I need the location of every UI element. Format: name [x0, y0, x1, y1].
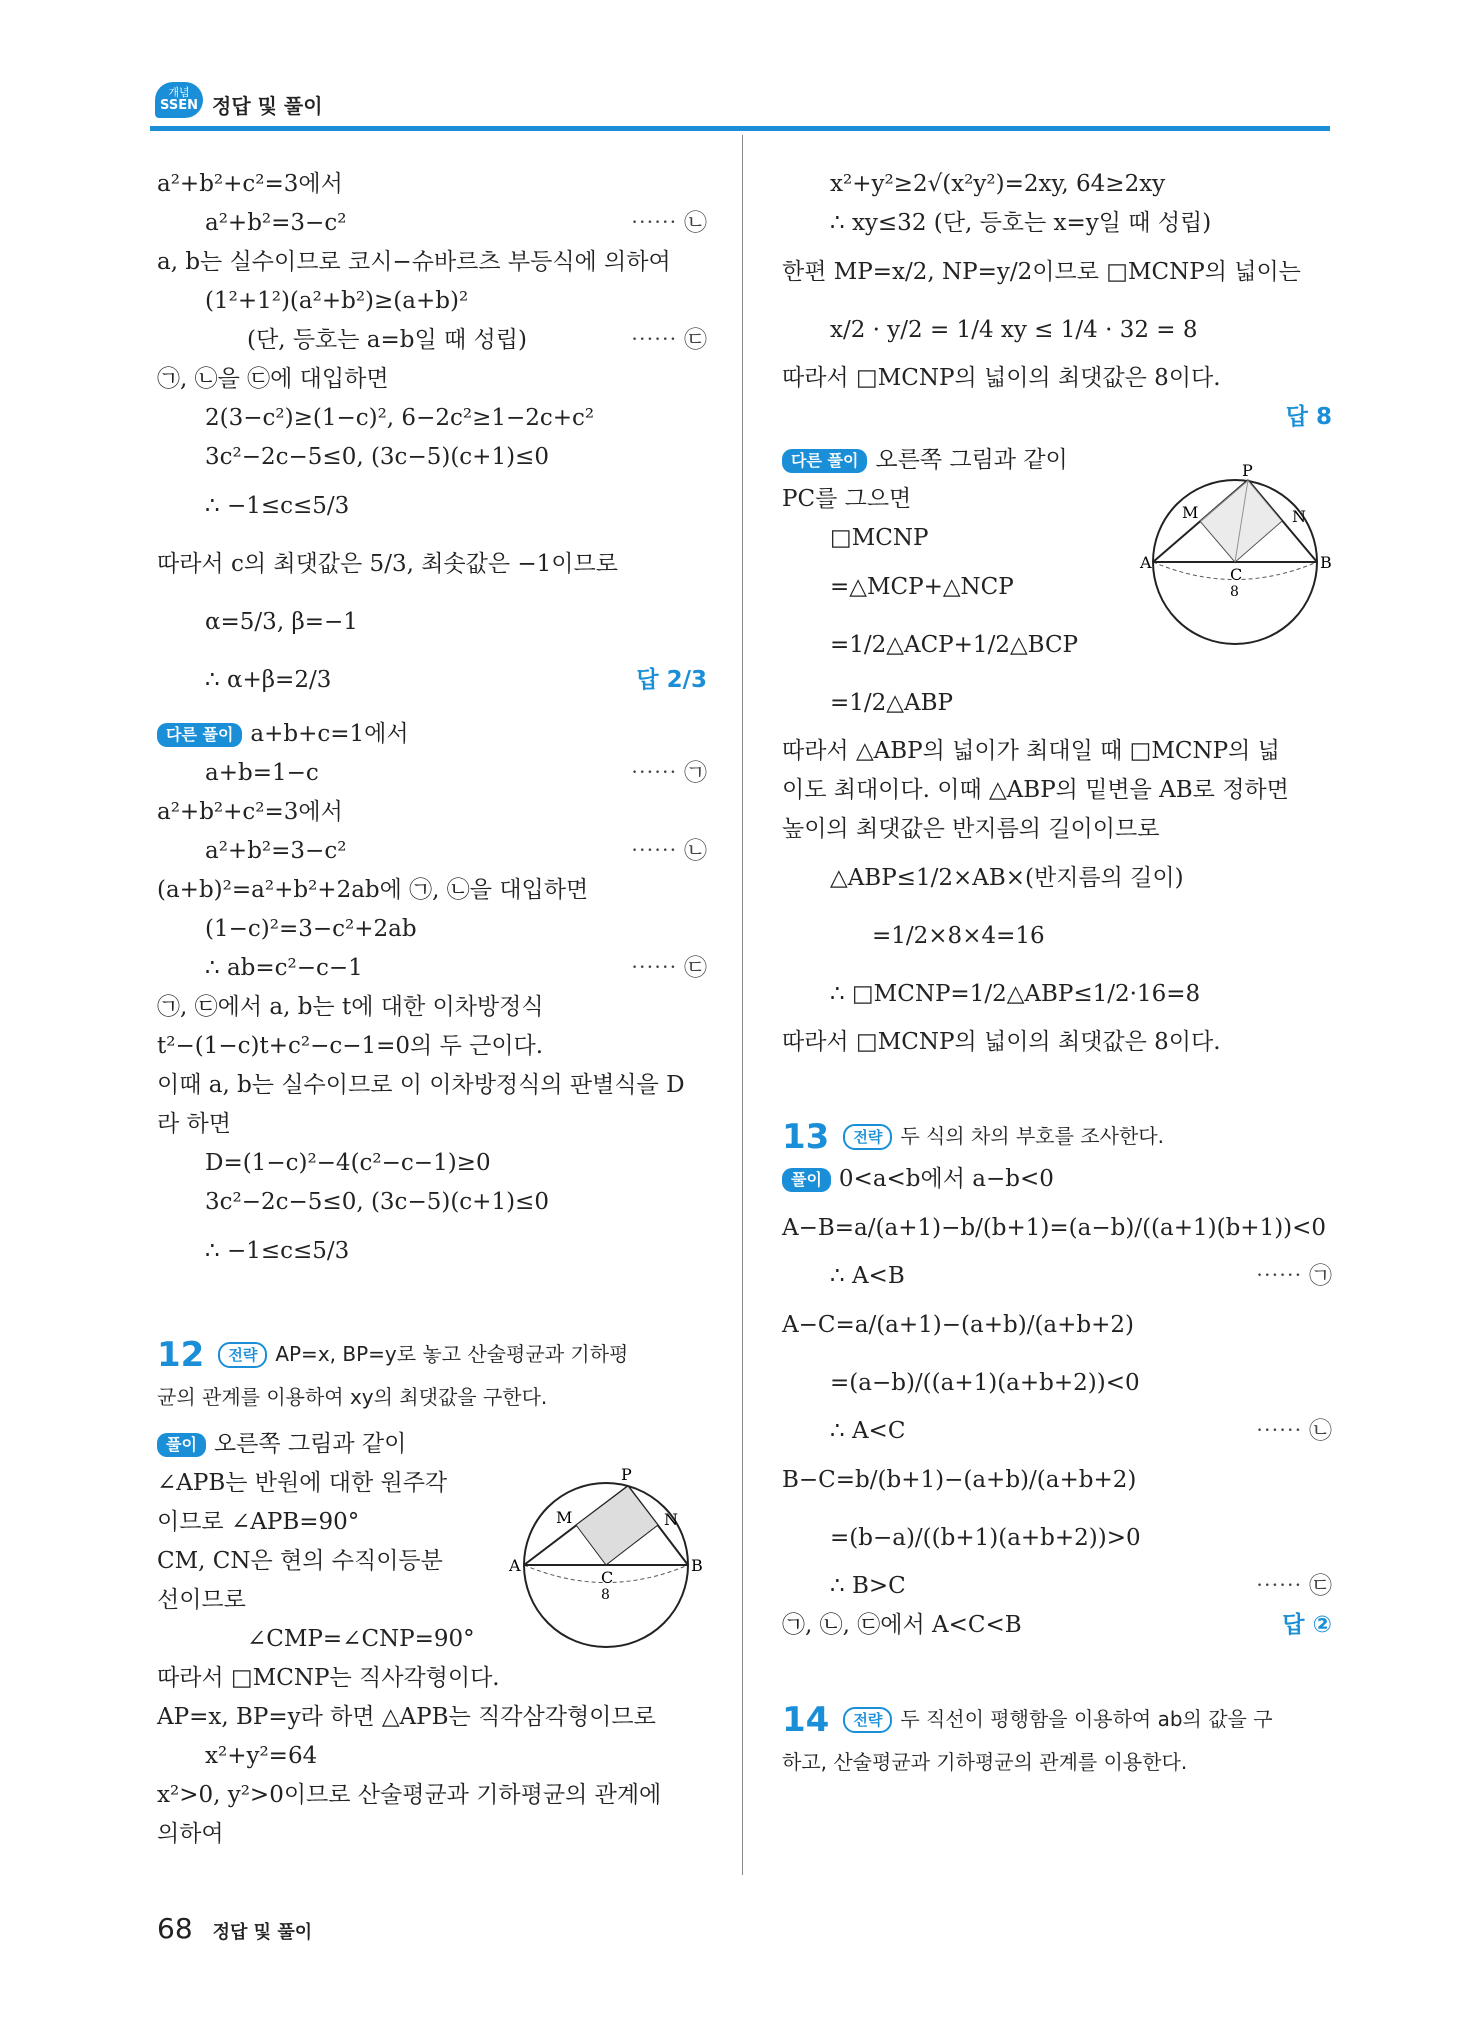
- line-text: =1/2×8×4=16: [872, 923, 1045, 949]
- solution-line: [157, 399, 717, 438]
- solution-line: [157, 1066, 717, 1105]
- line-text: 오른쪽 그림과 같이: [213, 1431, 407, 1457]
- line-text: 3c²−2c−5≤0, (3c−5)(c+1)≤0: [205, 444, 549, 470]
- line-text: ∴ A<C: [830, 1418, 906, 1444]
- header-rule: [150, 126, 1330, 131]
- line-text: ∴ −1≤c≤5/3: [205, 493, 350, 519]
- line-text: a²+b²+c²=3에서: [157, 171, 343, 197]
- line-text: 0<a<b에서 a−b<0: [838, 1166, 1054, 1192]
- solution-line: [157, 1105, 717, 1144]
- line-text: CM, CN은 현의 수직이등분: [157, 1548, 443, 1574]
- solution-line: [782, 674, 1342, 732]
- solution-line: [157, 1776, 717, 1815]
- line-text: 따라서 □MCNP는 직사각형이다.: [157, 1665, 500, 1691]
- solution-line: [782, 165, 1342, 204]
- line-text: 따라서 △ABP의 넓이가 최대일 때 □MCNP의 넓: [782, 738, 1280, 764]
- solution-line: [157, 651, 717, 709]
- line-text: 따라서 □MCNP의 넓이의 최댓값은 8이다.: [782, 365, 1221, 391]
- label-C: C: [601, 1568, 614, 1587]
- solution-badge: 풀이: [782, 1168, 831, 1192]
- label-P: P: [1242, 461, 1253, 480]
- solution-line: [782, 1451, 1342, 1509]
- solution-line: [782, 771, 1342, 810]
- label-A: A: [509, 1556, 521, 1575]
- page-number: 68: [157, 1912, 193, 1945]
- line-text: ∴ ab=c²−c−1: [205, 955, 363, 981]
- line-text: 3c²−2c−5≤0, (3c−5)(c+1)≤0: [205, 1189, 549, 1215]
- solution-line: [157, 1222, 717, 1280]
- solution-line: [782, 1296, 1342, 1354]
- solution-line: [157, 988, 717, 1027]
- label-P: P: [621, 1465, 632, 1484]
- label-M: M: [1182, 503, 1199, 522]
- solution-badge: 다른 풀이: [782, 449, 867, 473]
- answer-mark: 답 ②: [1282, 1612, 1332, 1638]
- problem-12-heading: [157, 1330, 717, 1378]
- solution-line: [157, 832, 717, 871]
- solution-line: [157, 535, 717, 593]
- solution-line: [157, 1815, 717, 1854]
- line-text: ∠CMP=∠CNP=90°: [247, 1626, 475, 1652]
- line-text: ∴ A<B: [830, 1263, 905, 1289]
- line-text: 선이므로: [157, 1587, 246, 1613]
- line-text: ∴ −1≤c≤5/3: [205, 1238, 350, 1264]
- line-text: 라 하면: [157, 1111, 231, 1137]
- strategy-text-cont: 하고, 산술평균과 기하평균의 관계를 이용한다.: [782, 1750, 1188, 1774]
- solution-line: [157, 871, 717, 910]
- line-text: a²+b²=3−c²: [205, 838, 347, 864]
- line-text: 2(3−c²)≥(1−c)², 6−2c²≥1−2c+c²: [205, 405, 595, 431]
- solution-line: [157, 949, 717, 988]
- strategy-text: 두 직선이 평행함을 이용하여 ab의 값을 구: [900, 1707, 1273, 1731]
- solution-line: [782, 907, 1342, 965]
- equation-marker: ⋯⋯ ㉡: [630, 838, 707, 864]
- header-title: 정답 및 풀이: [212, 94, 323, 118]
- solution-line: [157, 477, 717, 535]
- line-text: a, b는 실수이므로 코시−슈바르츠 부등식에 의하여: [157, 249, 671, 275]
- equation-marker: ⋯⋯ ㉢: [630, 955, 707, 981]
- solution-line: [782, 1023, 1342, 1062]
- footer-title: 정답 및 풀이: [212, 1922, 313, 1943]
- solution-line: [157, 360, 717, 399]
- solution-line: [157, 165, 717, 204]
- line-text: ㉠, ㉢에서 a, b는 t에 대한 이차방정식: [157, 994, 544, 1020]
- line-text: =△MCP+△NCP: [830, 574, 1014, 600]
- solution-line: [157, 1027, 717, 1066]
- line-text: A−B=a/(a+1)−b/(b+1)=(a−b)/((a+1)(b+1))<0: [782, 1215, 1327, 1241]
- equation-marker: ⋯⋯ ㉠: [630, 760, 707, 786]
- solution-line: [157, 793, 717, 832]
- line-text: (1²+1²)(a²+b²)≥(a+b)²: [205, 288, 469, 314]
- right-main-solution: [782, 165, 1342, 437]
- line-text: =(a−b)/((a+1)(a+b+2))<0: [830, 1370, 1140, 1396]
- left-main-solution: [157, 165, 717, 709]
- line-text: 따라서 □MCNP의 넓이의 최댓값은 8이다.: [782, 1029, 1221, 1055]
- line-text: ∴ α+β=2/3: [205, 667, 332, 693]
- line-text: x²+y²=64: [205, 1743, 318, 1769]
- solution-line: [782, 1509, 1342, 1567]
- label-C: C: [1230, 565, 1243, 584]
- line-text: x/2 · y/2 = 1/4 xy ≤ 1/4 · 32 = 8: [830, 317, 1198, 343]
- solution-line: [782, 1606, 1342, 1645]
- label-diameter: 8: [1230, 584, 1239, 600]
- solution-badge: 다른 풀이: [157, 723, 242, 747]
- line-text: (a+b)²=a²+b²+2ab에 ㉠, ㉡을 대입하면: [157, 877, 589, 903]
- label-N: N: [1292, 507, 1306, 526]
- line-text: □MCNP: [830, 525, 929, 551]
- solution-line: [782, 301, 1342, 359]
- line-text: B−C=b/(b+1)−(a+b)/(a+b+2): [782, 1467, 1137, 1493]
- solution-line: [157, 1425, 717, 1464]
- solution-line: [157, 282, 717, 321]
- answer-mark: 답 8: [1285, 404, 1332, 430]
- line-text: a+b=1−c: [205, 760, 319, 786]
- equation-marker: ⋯⋯ ㉢: [630, 327, 707, 353]
- line-text: PC를 그으면: [782, 486, 912, 512]
- answer-mark: 답 2/3: [636, 667, 707, 693]
- problem-13: [782, 1112, 1342, 1645]
- line-text: A−C=a/(a+1)−(a+b)/(a+b+2): [782, 1312, 1135, 1338]
- solution-badge: 풀이: [157, 1433, 206, 1457]
- solution-line: [157, 910, 717, 949]
- solution-line: [157, 1737, 717, 1776]
- solution-line: [782, 1160, 1342, 1199]
- line-text: =1/2△ABP: [830, 690, 953, 716]
- page-header: [150, 82, 1330, 122]
- problem-14-heading: [782, 1695, 1342, 1743]
- solution-line: [782, 810, 1342, 849]
- column-divider: [742, 135, 743, 1875]
- solution-line: [782, 849, 1342, 907]
- line-text: ∠APB는 반원에 대한 원주각: [157, 1470, 448, 1496]
- line-text: AP=x, BP=y라 하면 △APB는 직각삼각형이므로: [157, 1704, 656, 1730]
- solution-line: [782, 204, 1342, 243]
- line-text: a²+b²=3−c²: [205, 210, 347, 236]
- problem-number: 13: [782, 1117, 830, 1157]
- line-text: t²−(1−c)t+c²−c−1=0의 두 근이다.: [157, 1033, 544, 1059]
- solution-line: [157, 1183, 717, 1222]
- line-text: 이도 최대이다. 이때 △ABP의 밑변을 AB로 정하면: [782, 777, 1289, 803]
- right-column: [782, 165, 1342, 1782]
- strategy-tag: 전략: [843, 1707, 892, 1733]
- solution-line: [782, 243, 1342, 301]
- line-text: =(b−a)/((b+1)(a+b+2))>0: [830, 1525, 1141, 1551]
- brand-logo: 개념 SSEN: [155, 82, 203, 118]
- line-text: 이때 a, b는 실수이므로 이 이차방정식의 판별식을 D: [157, 1072, 685, 1098]
- page-footer: [157, 1912, 312, 1945]
- line-text: 이므로 ∠APB=90°: [157, 1509, 360, 1535]
- line-text: 의하여: [157, 1821, 224, 1847]
- label-B: B: [691, 1556, 703, 1575]
- equation-marker: ⋯⋯ ㉠: [1255, 1263, 1332, 1289]
- problem-number: 12: [157, 1335, 205, 1375]
- line-text: α=5/3, β=−1: [205, 609, 358, 635]
- solution-line: [782, 359, 1342, 398]
- equation-marker: ⋯⋯ ㉡: [1255, 1418, 1332, 1444]
- solution-line: [782, 398, 1342, 437]
- line-text: (단, 등호는 a=b일 때 성립): [247, 327, 527, 353]
- equation-marker: ⋯⋯ ㉡: [630, 210, 707, 236]
- solution-line: [157, 1144, 717, 1183]
- line-text: 오른쪽 그림과 같이: [875, 447, 1068, 473]
- semicircle-figure-alt: [1140, 462, 1330, 652]
- line-text: D=(1−c)²−4(c²−c−1)≥0: [205, 1150, 491, 1176]
- solution-line: [782, 1412, 1342, 1451]
- solution-line: [157, 715, 717, 754]
- label-A: A: [1140, 553, 1152, 572]
- line-text: =1/2△ACP+1/2△BCP: [830, 632, 1079, 658]
- solution-line: [157, 438, 717, 477]
- solution-line: [782, 1199, 1342, 1257]
- line-text: 높이의 최댓값은 반지름의 길이이므로: [782, 816, 1160, 842]
- line-text: 한편 MP=x/2, NP=y/2이므로 □MCNP의 넓이는: [782, 259, 1301, 285]
- line-text: x²>0, y²>0이므로 산술평균과 기하평균의 관계에: [157, 1782, 662, 1808]
- strategy-text: 두 식의 차의 부호를 조사한다.: [900, 1124, 1164, 1148]
- strategy-text-cont: 균의 관계를 이용하여 xy의 최댓값을 구한다.: [157, 1385, 548, 1409]
- solution-line: [782, 1257, 1342, 1296]
- solution-line: [157, 593, 717, 651]
- solution-line: [157, 321, 717, 360]
- strategy-tag: 전략: [218, 1342, 267, 1368]
- label-M: M: [556, 1508, 573, 1527]
- solution-line: [782, 732, 1342, 771]
- strategy-text: AP=x, BP=y로 놓고 산술평균과 기하평: [275, 1342, 629, 1366]
- line-text: (1−c)²=3−c²+2ab: [205, 916, 417, 942]
- line-text: ∴ xy≤32 (단, 등호는 x=y일 때 성립): [830, 210, 1212, 236]
- label-diameter: 8: [601, 1587, 610, 1603]
- label-N: N: [664, 1510, 678, 1529]
- solution-line: [157, 204, 717, 243]
- line-text: ㉠, ㉡, ㉢에서 A<C<B: [782, 1612, 1022, 1638]
- solution-line: [782, 1354, 1342, 1412]
- solution-line: [782, 965, 1342, 1023]
- line-text: △ABP≤1/2×AB×(반지름의 길이): [830, 865, 1184, 891]
- problem-number: 14: [782, 1700, 830, 1740]
- line-text: ㉠, ㉡을 ㉢에 대입하면: [157, 366, 389, 392]
- line-text: a+b+c=1에서: [250, 721, 409, 747]
- solution-line: [782, 1567, 1342, 1606]
- semicircle-figure-p12: [506, 1465, 706, 1665]
- line-text: x²+y²≥2√(x²y²)=2xy, 64≥2xy: [830, 171, 1166, 197]
- line-text: a²+b²+c²=3에서: [157, 799, 343, 825]
- problem-13-heading: [782, 1112, 1342, 1160]
- strategy-tag: 전략: [843, 1124, 892, 1150]
- solution-line: [157, 1698, 717, 1737]
- solution-line: [157, 243, 717, 282]
- line-text: ∴ □MCNP=1/2△ABP≤1/2·16=8: [830, 981, 1201, 1007]
- problem-14: [782, 1695, 1342, 1782]
- line-text: ∴ B>C: [830, 1573, 906, 1599]
- solution-line: [157, 754, 717, 793]
- label-B: B: [1320, 553, 1332, 572]
- equation-marker: ⋯⋯ ㉢: [1255, 1573, 1332, 1599]
- left-alt-solution: [157, 715, 717, 1280]
- line-text: 따라서 c의 최댓값은 5/3, 최솟값은 −1이므로: [157, 551, 618, 577]
